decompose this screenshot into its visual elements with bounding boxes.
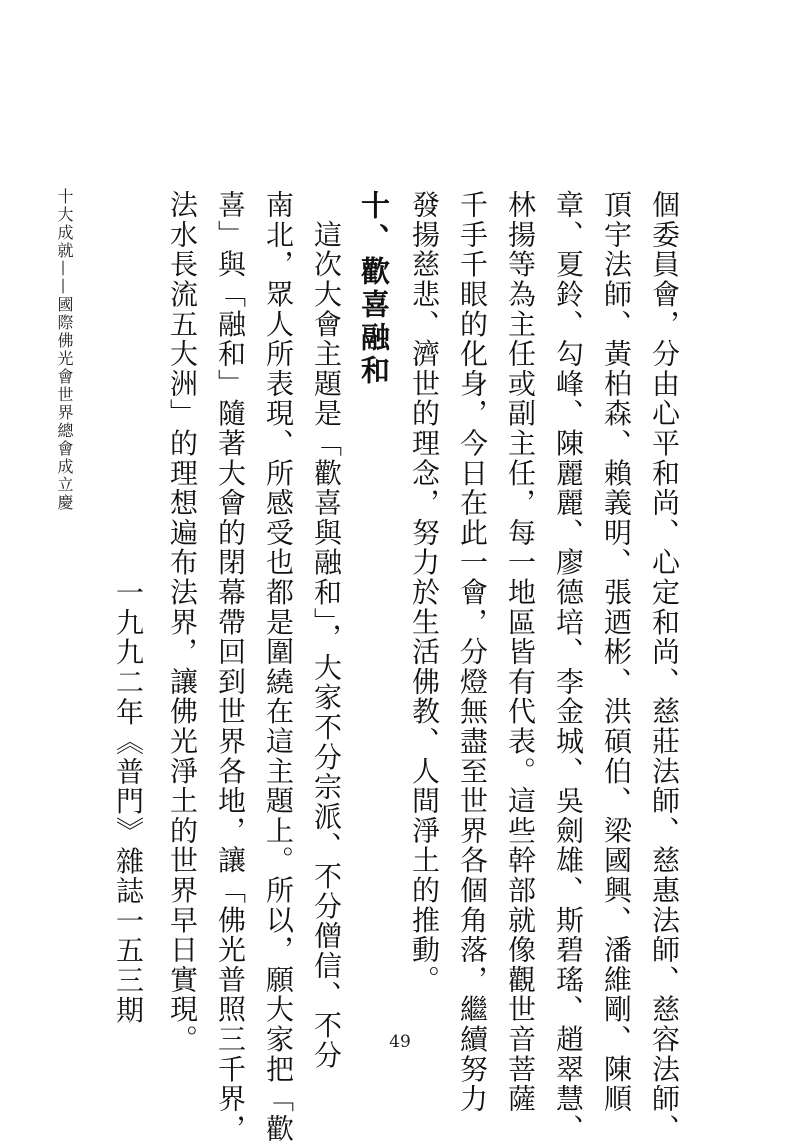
section-column-2: 南北，眾人所表現、所感受也都是圍繞在這主題上。所以，願大家把「歡 <box>262 190 295 1144</box>
running-head-chapter-title: 國際佛光會世界總會成立慶 <box>55 296 74 512</box>
running-head-dash: —— <box>55 260 74 296</box>
section-heading: 十、歡喜融和 <box>357 190 391 388</box>
section-column-3: 喜」與「融和」隨著大會的閉幕帶回到世界各地，讓「佛光普照三千界， <box>214 190 247 1144</box>
body-column-5: 千手千眼的化身，今日在此一會，分燈無盡至世界各個角落，繼續努力 <box>456 190 489 1114</box>
running-head <box>52 188 76 728</box>
body-column-1: 個委員會，分由心平和尚、心定和尚、慈莊法師、慈惠法師、慈容法師、 <box>648 190 681 1144</box>
section-column-1: 這次大會主題是「歡喜與融和」，大家不分宗派、不分僧信、不分 <box>310 190 343 1070</box>
page-number: 49 <box>389 1032 411 1052</box>
body-column-2: 頂宇法師、黃柏森、賴義明、張迺彬、洪碩伯、梁國興、潘維剛、陳順 <box>600 190 633 1114</box>
running-head-book-title: 十大成就 <box>55 188 74 260</box>
body-column-4: 林揚等為主任或副主任，每一地區皆有代表。這些幹部就像觀世音菩薩 <box>504 190 537 1114</box>
source-note: 一九九二年《普門》雜誌一五三期 <box>112 578 145 1025</box>
body-column-6: 發揚慈悲、濟世的理念，努力於生活佛教、人間淨土的推動。 <box>408 190 441 995</box>
body-column-3: 章、夏鈴、勾峰、陳麗麗、廖德培、李金城、吳劍雄、斯碧瑤、趙翠慧、 <box>552 190 585 1144</box>
section-column-4: 法水長流五大洲」的理想遍布法界，讓佛光淨土的世界早日實現。 <box>166 190 199 1055</box>
